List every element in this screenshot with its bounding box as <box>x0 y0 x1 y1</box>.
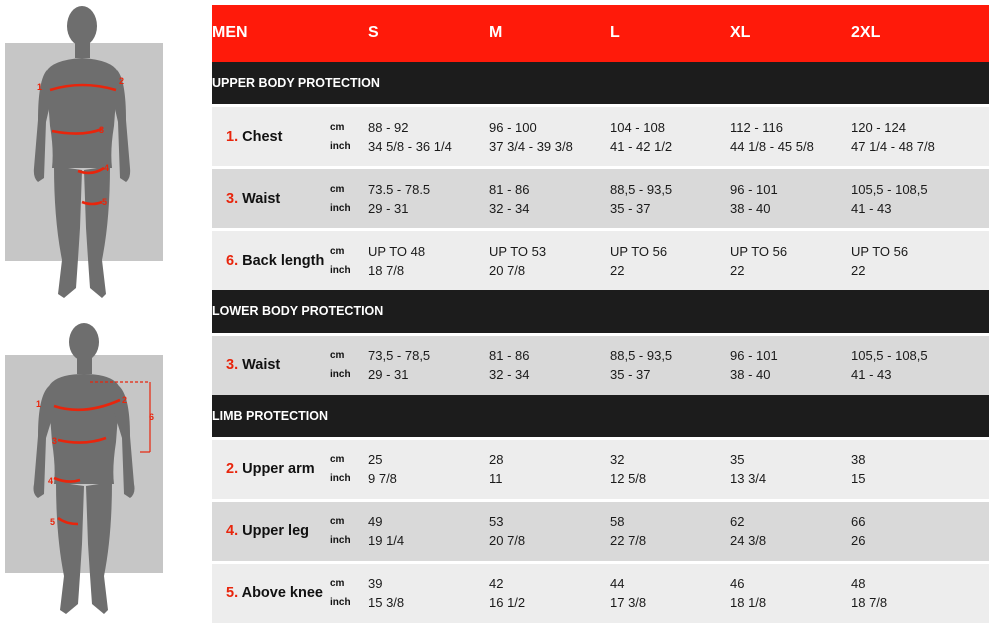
size-header-xl: XL <box>730 24 751 42</box>
value-cm: 39 <box>368 576 383 592</box>
unit-cell <box>330 437 368 499</box>
value-inch: 34 5/8 - 36 1/4 <box>368 138 452 154</box>
back-marker-3: 3 <box>52 436 58 446</box>
size-value-cell <box>489 228 610 290</box>
value-inch: 15 <box>851 471 866 487</box>
size-value-cell <box>730 104 851 166</box>
value-inch: 17 3/8 <box>610 595 647 611</box>
value-inch: 18 1/8 <box>730 595 767 611</box>
value-cm: 73.5 - 78.5 <box>368 181 431 197</box>
value-cm: 81 - 86 <box>489 181 530 197</box>
front-marker-5: 5 <box>102 197 108 207</box>
measurement-row <box>212 333 989 395</box>
size-value-cell <box>730 561 851 623</box>
value-cm: 96 - 101 <box>730 181 778 197</box>
size-value-cell <box>610 166 730 228</box>
value-cm: 81 - 86 <box>489 348 530 364</box>
value-inch: 18 7/8 <box>851 595 888 611</box>
measurement-number: 3. <box>226 190 239 207</box>
unit-cell <box>330 228 368 290</box>
measurement-number: 2. <box>226 461 239 478</box>
unit-inch-label: inch <box>330 473 351 485</box>
value-inch: 41 - 43 <box>851 200 892 216</box>
value-inch: 38 - 40 <box>730 367 771 383</box>
value-cm: UP TO 56 <box>610 243 668 259</box>
front-marker-2: 2 <box>119 76 125 86</box>
value-cm: 112 - 116 <box>730 119 784 135</box>
size-value-cell <box>368 499 489 561</box>
back-marker-1: 1 <box>36 399 42 409</box>
size-value-cell <box>489 561 610 623</box>
unit-inch-label: inch <box>330 140 351 152</box>
value-inch: 22 <box>730 262 745 278</box>
back-body-diagram <box>0 318 170 629</box>
unit-cell <box>330 333 368 395</box>
value-inch: 22 <box>610 262 625 278</box>
front-body-figure <box>0 0 170 306</box>
value-cm: 32 <box>610 452 625 468</box>
unit-cm-label: cm <box>330 578 345 590</box>
value-inch: 44 1/8 - 45 5/8 <box>730 138 814 154</box>
value-cm: 88,5 - 93,5 <box>610 348 673 364</box>
section-title: LOWER BODY PROTECTION <box>212 304 384 319</box>
measurement-row <box>212 166 989 228</box>
unit-cm-label: cm <box>330 183 345 195</box>
size-table-body <box>212 62 989 623</box>
size-header-2xl: 2XL <box>851 24 881 42</box>
value-inch: 11 <box>489 471 503 487</box>
measurement-name-cell <box>212 104 330 166</box>
section-title: UPPER BODY PROTECTION <box>212 76 380 90</box>
measurement-number: 4. <box>226 523 239 540</box>
size-value-cell <box>610 437 730 499</box>
unit-cm-label: cm <box>330 121 345 133</box>
size-value-cell <box>489 104 610 166</box>
unit-cell <box>330 166 368 228</box>
value-inch: 18 7/8 <box>368 262 405 278</box>
value-cm: 105,5 - 108,5 <box>851 181 928 197</box>
section-header-row <box>212 62 989 104</box>
unit-inch-label: inch <box>330 202 351 214</box>
size-value-cell <box>851 166 989 228</box>
value-cm: 120 - 124 <box>851 119 906 135</box>
measurement-label: Back length <box>242 252 325 269</box>
size-header-row <box>212 5 989 62</box>
measurement-number: 3. <box>226 357 239 374</box>
value-cm: 73,5 - 78,5 <box>368 348 431 364</box>
size-value-cell <box>610 228 730 290</box>
measurement-row <box>212 228 989 290</box>
back-marker-4: 4 <box>48 476 54 486</box>
value-cm: UP TO 53 <box>489 243 547 259</box>
value-cm: 88,5 - 93,5 <box>610 181 673 197</box>
measurement-number: 5. <box>226 585 239 602</box>
unit-inch-label: inch <box>330 535 351 547</box>
value-inch: 35 - 37 <box>610 200 651 216</box>
value-cm: 28 <box>489 452 504 468</box>
measurement-label: Waist <box>242 190 281 207</box>
back-marker-2: 2 <box>122 395 128 405</box>
size-value-cell <box>610 499 730 561</box>
section-header-row <box>212 395 989 437</box>
value-inch: 32 - 34 <box>489 200 530 216</box>
value-cm: 46 <box>730 576 745 592</box>
size-value-cell <box>489 499 610 561</box>
value-cm: 105,5 - 108,5 <box>851 348 928 364</box>
back-marker-6: 6 <box>149 412 155 422</box>
value-cm: 48 <box>851 576 866 592</box>
value-cm: 38 <box>851 452 866 468</box>
value-cm: 66 <box>851 514 866 530</box>
measurement-name-cell <box>212 333 330 395</box>
size-value-cell <box>489 437 610 499</box>
unit-cm-label: cm <box>330 454 345 466</box>
value-inch: 19 1/4 <box>368 533 405 549</box>
value-inch: 37 3/4 - 39 3/8 <box>489 138 573 154</box>
value-inch: 12 5/8 <box>610 471 647 487</box>
value-inch: 35 - 37 <box>610 367 651 383</box>
size-header-s: S <box>368 24 379 42</box>
measurement-name-cell <box>212 437 330 499</box>
value-cm: UP TO 56 <box>730 243 788 259</box>
unit-cm-label: cm <box>330 245 345 257</box>
front-marker-4: 4 <box>104 163 110 173</box>
size-value-cell <box>730 228 851 290</box>
size-value-cell <box>730 333 851 395</box>
value-cm: 88 - 92 <box>368 119 409 135</box>
value-cm: 104 - 108 <box>610 119 665 135</box>
value-inch: 41 - 43 <box>851 367 892 383</box>
size-value-cell <box>730 437 851 499</box>
value-inch: 24 3/8 <box>730 533 767 549</box>
value-inch: 22 7/8 <box>610 533 647 549</box>
unit-cm-label: cm <box>330 516 345 528</box>
value-inch: 26 <box>851 533 866 549</box>
unit-cm-label: cm <box>330 350 345 362</box>
measurement-row <box>212 437 989 499</box>
size-value-cell <box>851 333 989 395</box>
value-inch: 20 7/8 <box>489 533 526 549</box>
size-value-cell <box>610 104 730 166</box>
value-cm: 62 <box>730 514 745 530</box>
size-value-cell <box>610 333 730 395</box>
value-cm: 35 <box>730 452 745 468</box>
size-value-cell <box>368 437 489 499</box>
measurement-label: Waist <box>242 357 281 374</box>
value-inch: 38 - 40 <box>730 200 771 216</box>
value-cm: 58 <box>610 514 625 530</box>
size-value-cell <box>610 561 730 623</box>
unit-cell <box>330 561 368 623</box>
section-title: LIMB PROTECTION <box>212 408 328 423</box>
back-marker-5: 5 <box>50 517 56 527</box>
value-inch: 41 - 42 1/2 <box>610 138 673 154</box>
size-value-cell <box>368 228 489 290</box>
size-value-cell <box>489 333 610 395</box>
size-header-m: M <box>489 24 503 42</box>
size-value-cell <box>368 104 489 166</box>
size-value-cell <box>851 561 989 623</box>
size-value-cell <box>851 104 989 166</box>
front-marker-1: 1 <box>37 82 43 92</box>
value-cm: 42 <box>489 576 504 592</box>
size-header-l: L <box>610 24 620 42</box>
size-value-cell <box>851 437 989 499</box>
value-cm: 96 - 100 <box>489 119 537 135</box>
size-value-cell <box>730 166 851 228</box>
measurement-number: 6. <box>226 252 239 269</box>
measurement-label: Above knee <box>241 585 323 602</box>
value-cm: UP TO 48 <box>368 243 426 259</box>
value-inch: 20 7/8 <box>489 262 526 278</box>
measurement-number: 1. <box>226 128 239 145</box>
measurement-name-cell <box>212 499 330 561</box>
value-inch: 47 1/4 - 48 7/8 <box>851 138 935 154</box>
measurement-row <box>212 499 989 561</box>
value-inch: 29 - 31 <box>368 367 409 383</box>
size-value-cell <box>851 228 989 290</box>
size-value-cell <box>368 166 489 228</box>
value-inch: 13 3/4 <box>730 471 767 487</box>
size-value-cell <box>368 561 489 623</box>
value-inch: 16 1/2 <box>489 595 526 611</box>
measurement-label: Chest <box>242 128 283 145</box>
unit-cell <box>330 104 368 166</box>
unit-cell <box>330 499 368 561</box>
back-body-figure <box>0 318 170 629</box>
value-cm: 53 <box>489 514 504 530</box>
unit-inch-label: inch <box>330 369 351 381</box>
size-value-cell <box>489 166 610 228</box>
size-chart-table <box>212 5 989 623</box>
measurement-label: Upper arm <box>242 461 315 478</box>
value-cm: UP TO 56 <box>851 243 909 259</box>
value-inch: 22 <box>851 262 866 278</box>
measurement-name-cell <box>212 561 330 623</box>
value-cm: 49 <box>368 514 383 530</box>
size-value-cell <box>368 333 489 395</box>
value-inch: 29 - 31 <box>368 200 409 216</box>
unit-inch-label: inch <box>330 597 351 609</box>
value-inch: 32 - 34 <box>489 367 530 383</box>
measurement-name-cell <box>212 228 330 290</box>
section-header-row <box>212 290 989 332</box>
value-cm: 44 <box>610 576 625 592</box>
size-value-cell <box>730 499 851 561</box>
measurement-name-cell <box>212 166 330 228</box>
value-inch: 15 3/8 <box>368 595 405 611</box>
measurement-label: Upper leg <box>242 523 309 540</box>
measurement-row <box>212 104 989 166</box>
front-body-diagram <box>0 0 170 306</box>
measurement-row <box>212 561 989 623</box>
size-value-cell <box>851 499 989 561</box>
value-cm: 25 <box>368 452 383 468</box>
front-marker-3: 3 <box>99 125 105 135</box>
header-gender-label: MEN <box>212 24 248 42</box>
value-cm: 96 - 101 <box>730 348 778 364</box>
value-inch: 9 7/8 <box>368 471 397 487</box>
unit-inch-label: inch <box>330 264 351 276</box>
